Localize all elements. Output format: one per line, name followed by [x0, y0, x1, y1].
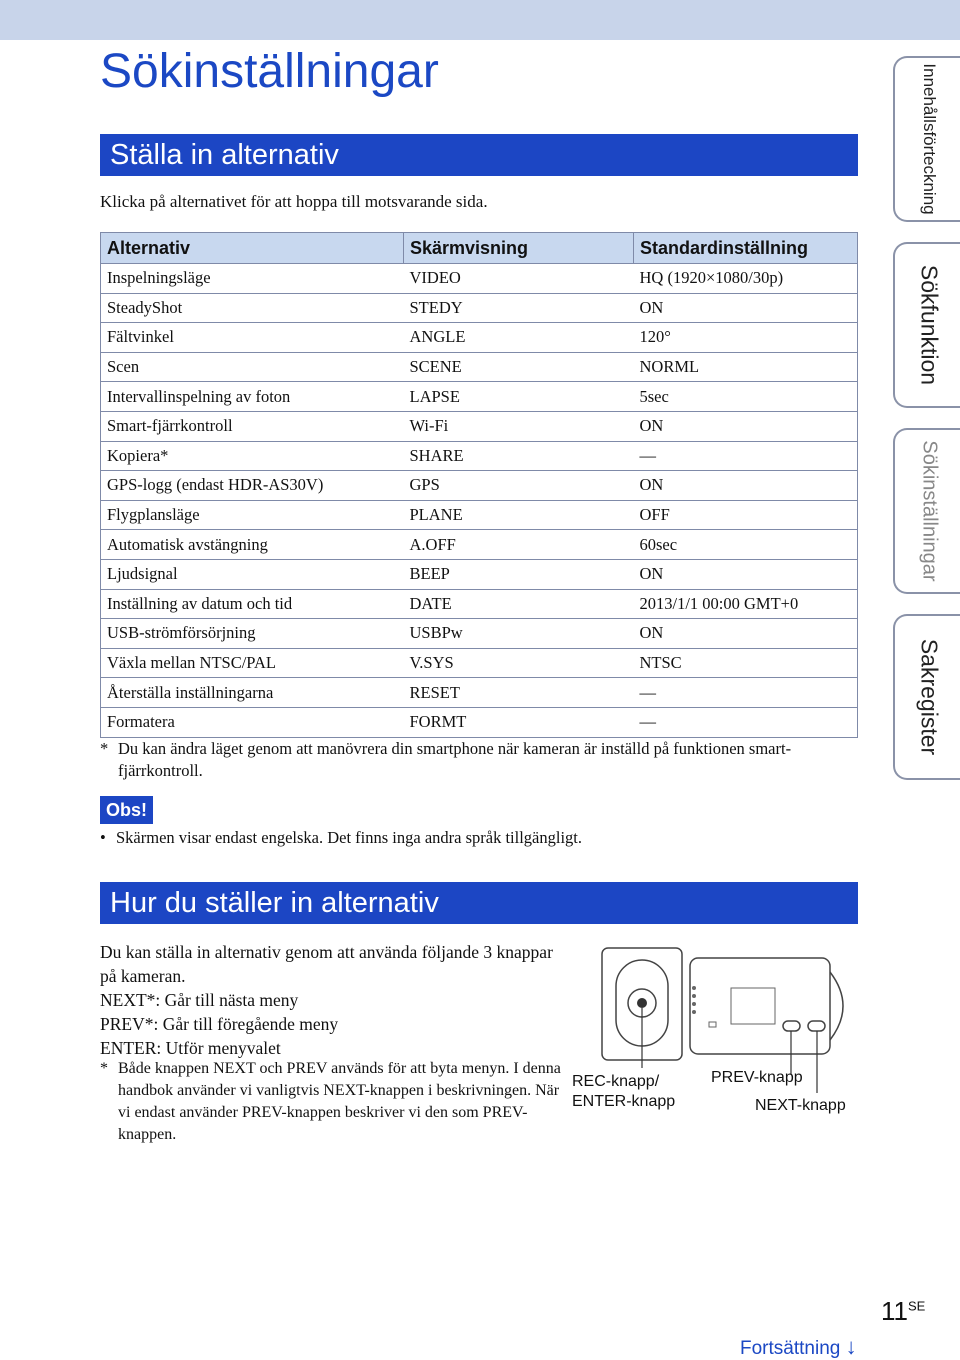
table-row[interactable]: [101, 530, 858, 560]
screen-display: A.OFF: [404, 530, 634, 560]
option-link[interactable]: Ljudsignal: [101, 559, 404, 589]
tab-label: Sakregister: [916, 638, 943, 756]
option-link[interactable]: Automatisk avstängning: [101, 530, 404, 560]
bullet: •: [100, 828, 106, 847]
option-link[interactable]: Formatera: [101, 707, 404, 737]
page-number-suffix: SE: [908, 1298, 926, 1314]
table-row[interactable]: [101, 678, 858, 708]
option-link[interactable]: Kopiera*: [101, 441, 404, 471]
page-number: [881, 1296, 925, 1327]
table-row[interactable]: [101, 707, 858, 737]
tab-search-function[interactable]: [893, 242, 960, 408]
column-header-alternativ: Alternativ: [101, 233, 404, 264]
obs-badge: Obs!: [100, 796, 153, 824]
how-instructions: [100, 940, 560, 1060]
footnote-star: *: [100, 739, 109, 758]
default-value: HQ (1920×1080/30p): [634, 264, 858, 294]
indicator-dot-icon: [692, 994, 696, 998]
screen-display: FORMT: [404, 707, 634, 737]
page-title: Sökinställningar: [100, 45, 439, 98]
screen-display: USBPw: [404, 619, 634, 649]
footnote-text: Du kan ändra läget genom att manövrera din smartphone när kameran är inställd på funktionen smart-fjärrkontroll.: [118, 739, 792, 780]
next-label: NEXT-knapp: [755, 1097, 846, 1114]
rec-label-line2: ENTER-knapp: [572, 1093, 676, 1110]
top-band: [0, 0, 960, 40]
page-number-value: 11: [881, 1296, 908, 1326]
prev-label: PREV-knapp: [711, 1069, 803, 1086]
table-row[interactable]: [101, 382, 858, 412]
option-link[interactable]: Inställning av datum och tid: [101, 589, 404, 619]
tab-table-of-contents[interactable]: [893, 56, 960, 222]
how-note-star: *: [100, 1060, 108, 1077]
screen-display: STEDY: [404, 293, 634, 323]
indicator-dot-icon: [692, 1002, 696, 1006]
option-link[interactable]: Intervallinspelning av foton: [101, 382, 404, 412]
option-link[interactable]: GPS-logg (endast HDR-AS30V): [101, 471, 404, 501]
table-row[interactable]: [101, 352, 858, 382]
how-line: PREV*: Går till föregående meny: [100, 1014, 339, 1034]
arrow-down-icon: ↓: [845, 1334, 857, 1359]
screen-display: RESET: [404, 678, 634, 708]
default-value: 2013/1/1 00:00 GMT+0: [634, 589, 858, 619]
camera-diagram: [566, 936, 866, 1116]
prev-button: [783, 1021, 800, 1031]
default-value: ON: [634, 471, 858, 501]
rec-label-line1: REC-knapp/: [572, 1073, 660, 1090]
tab-label: Innehållsförteckning: [920, 63, 939, 215]
default-value: ON: [634, 293, 858, 323]
option-link[interactable]: SteadyShot: [101, 293, 404, 323]
table-row[interactable]: [101, 619, 858, 649]
default-value: OFF: [634, 500, 858, 530]
section-heading-how: Hur du ställer in alternativ: [100, 882, 858, 924]
tab-index[interactable]: [893, 614, 960, 780]
column-header-standard: Standardinställning: [634, 233, 858, 264]
screen-display: BEEP: [404, 559, 634, 589]
table-row[interactable]: [101, 559, 858, 589]
option-link[interactable]: USB-strömförsörjning: [101, 619, 404, 649]
obs-note-text: Skärmen visar endast engelska. Det finns inga andra språk tillgängligt.: [116, 828, 583, 847]
table-row[interactable]: [101, 500, 858, 530]
rec-label: [572, 1072, 675, 1112]
option-link[interactable]: Fältvinkel: [101, 323, 404, 353]
table-row[interactable]: [101, 293, 858, 323]
default-value: —: [634, 707, 858, 737]
tab-label: Sökfunktion: [916, 264, 943, 386]
default-value: NORML: [634, 352, 858, 382]
default-value: ON: [634, 559, 858, 589]
table-footnote: [100, 738, 850, 782]
screen-display: V.SYS: [404, 648, 634, 678]
screen-display: VIDEO: [404, 264, 634, 294]
option-link[interactable]: Scen: [101, 352, 404, 382]
tab-label: Sökinställningar: [918, 440, 941, 582]
default-value: NTSC: [634, 648, 858, 678]
default-value: ON: [634, 411, 858, 441]
camera-display: [731, 988, 775, 1024]
rec-dot: [637, 998, 647, 1008]
indicator-dot-icon: [692, 1010, 696, 1014]
how-line: Du kan ställa in alternativ genom att använda följande 3 knappar på kameran.: [100, 942, 553, 986]
continue-text: Fortsättning: [740, 1338, 841, 1359]
screen-display: Wi-Fi: [404, 411, 634, 441]
options-table: [100, 232, 858, 738]
tab-search-settings[interactable]: [893, 428, 960, 594]
default-value: 60sec: [634, 530, 858, 560]
option-link[interactable]: Inspelningsläge: [101, 264, 404, 294]
indicator-dot-icon: [692, 986, 696, 990]
table-row[interactable]: [101, 323, 858, 353]
table-row[interactable]: [101, 648, 858, 678]
table-header-row: [101, 233, 858, 264]
screen-display: SCENE: [404, 352, 634, 382]
default-value: —: [634, 441, 858, 471]
screen-display: SHARE: [404, 441, 634, 471]
table-row[interactable]: [101, 589, 858, 619]
intro-text: Klicka på alternativet för att hoppa till motsvarande sida.: [100, 192, 488, 211]
default-value: 120°: [634, 323, 858, 353]
screen-display: LAPSE: [404, 382, 634, 412]
default-value: —: [634, 678, 858, 708]
default-value: ON: [634, 619, 858, 649]
table-row[interactable]: [101, 264, 858, 294]
how-footnote: [100, 1058, 570, 1146]
column-header-skarmvisning: Skärmvisning: [404, 233, 634, 264]
option-link[interactable]: Återställa inställningarna: [101, 678, 404, 708]
option-link[interactable]: Flygplansläge: [101, 500, 404, 530]
screen-display: DATE: [404, 589, 634, 619]
how-line: ENTER: Utför menyvalet: [100, 1038, 281, 1058]
default-value: 5sec: [634, 382, 858, 412]
continue-link[interactable]: [740, 1334, 857, 1360]
screen-display: PLANE: [404, 500, 634, 530]
section-heading-options: Ställa in alternativ: [100, 134, 858, 176]
obs-note: [100, 828, 582, 848]
option-link[interactable]: Växla mellan NTSC/PAL: [101, 648, 404, 678]
table-row[interactable]: [101, 441, 858, 471]
option-link[interactable]: Smart-fjärrkontroll: [101, 411, 404, 441]
screen-display: ANGLE: [404, 323, 634, 353]
screen-display: GPS: [404, 471, 634, 501]
table-row[interactable]: [101, 411, 858, 441]
camera-lens: [830, 972, 843, 1040]
how-line: NEXT*: Går till nästa meny: [100, 990, 299, 1010]
table-row[interactable]: [101, 471, 858, 501]
how-note-text: Både knappen NEXT och PREV används för att byta menyn. I denna handbok använder vi vanligtvis NEXT-knappen i beskrivningen. När vi endast använder PREV-knappen beskriver vi den som PREV-knappen.: [118, 1060, 561, 1143]
next-button: [808, 1021, 825, 1031]
